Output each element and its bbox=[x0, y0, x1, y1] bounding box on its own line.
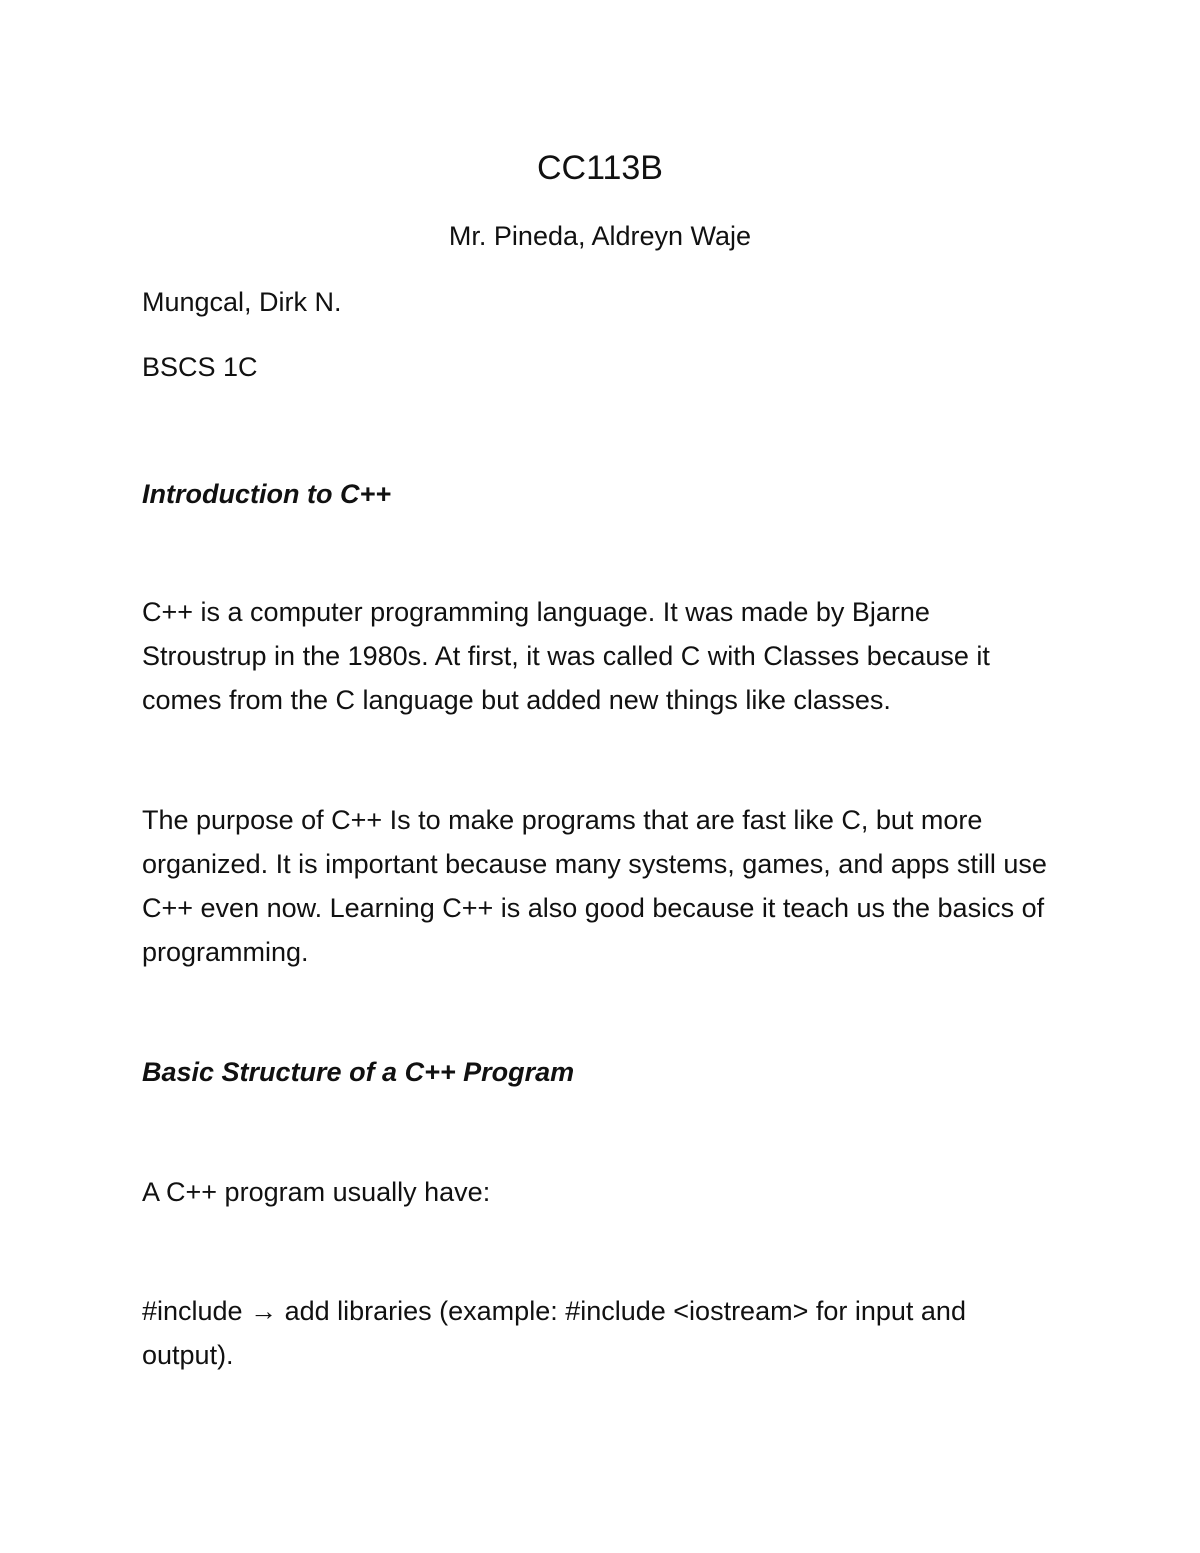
section-label: BSCS 1C bbox=[142, 352, 258, 382]
paragraph-include: #include → add libraries (example: #include <iostream> for input and output). bbox=[142, 1296, 966, 1370]
course-code-title: CC113B bbox=[537, 149, 663, 187]
instructor-name: Mr. Pineda, Aldreyn Waje bbox=[448, 221, 752, 251]
paragraph-intro: C++ is a computer programming language. It was made by Bjarne Stroustrup in the 1980s. At first, it was called C with Classes because it comes from the C language but added new things like classes. bbox=[142, 597, 990, 715]
heading-introduction: Introduction to C++ bbox=[142, 479, 391, 509]
paragraph-program-have: A C++ program usually have: bbox=[142, 1177, 491, 1207]
paragraph-purpose: The purpose of C++ Is to make programs that are fast like C, but more organized. It is important because many systems, games, and apps still use C++ even now. Learning C++ is also good because it teach us the basics of programming. bbox=[142, 805, 1047, 967]
heading-basic-structure: Basic Structure of a C++ Program bbox=[142, 1057, 575, 1087]
student-name: Mungcal, Dirk N. bbox=[142, 287, 342, 317]
